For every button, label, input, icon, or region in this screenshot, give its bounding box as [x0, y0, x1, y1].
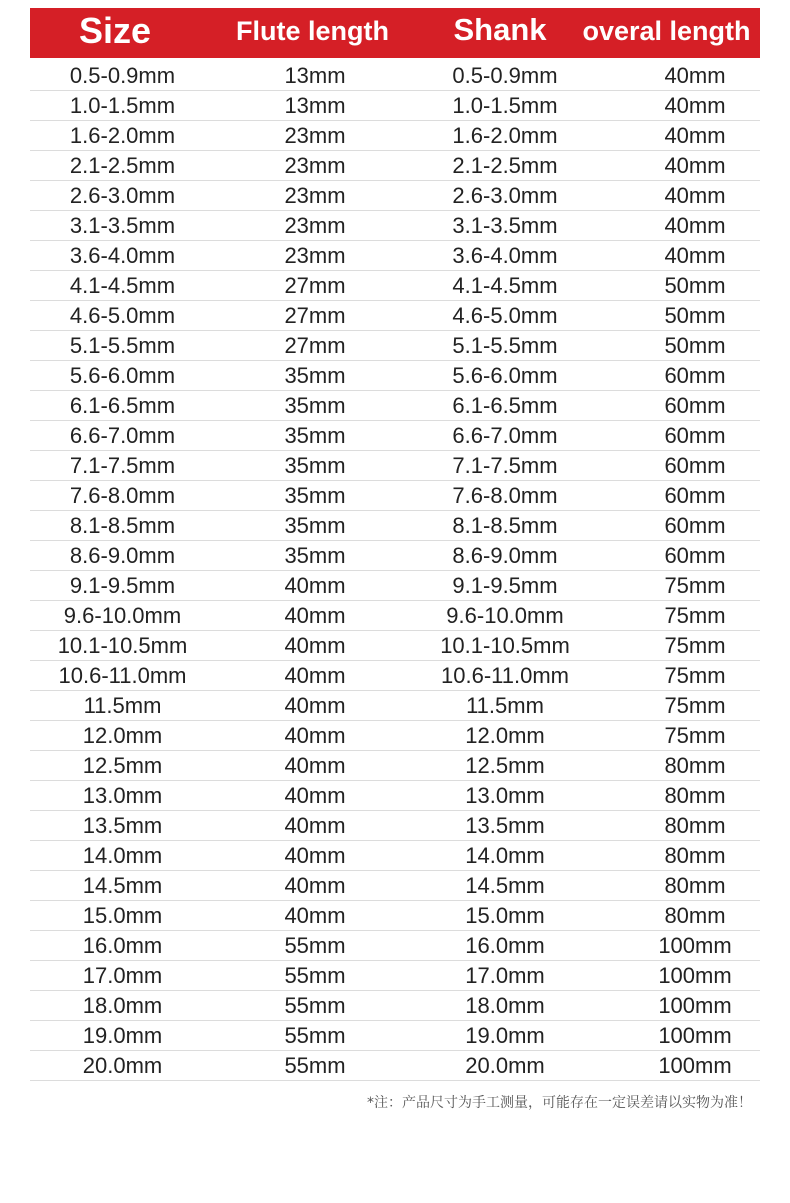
header-flute-length: Flute length	[236, 16, 389, 46]
cell-overall-length: 40mm	[664, 183, 726, 208]
cell-size: 13.0mm	[82, 783, 163, 808]
cell-overall-length: 75mm	[664, 723, 726, 748]
cell-flute-length: 55mm	[284, 1023, 346, 1048]
cell-flute-length: 27mm	[284, 303, 346, 328]
cell-size: 15.0mm	[82, 903, 163, 928]
table-row	[30, 601, 760, 631]
table-row	[30, 421, 760, 451]
cell-shank: 1.0-1.5mm	[452, 93, 558, 118]
cell-flute-length: 35mm	[284, 483, 346, 508]
table-row	[30, 61, 760, 91]
table-row	[30, 211, 760, 241]
cell-shank: 20.0mm	[465, 1053, 545, 1078]
cell-flute-length: 40mm	[284, 813, 346, 838]
cell-overall-length: 60mm	[664, 483, 726, 508]
table-row	[30, 301, 760, 331]
cell-size: 10.1-10.5mm	[57, 633, 188, 658]
cell-flute-length: 27mm	[284, 273, 346, 298]
cell-overall-length: 75mm	[664, 603, 726, 628]
cell-flute-length: 55mm	[284, 933, 346, 958]
cell-flute-length: 40mm	[284, 873, 346, 898]
table-row	[30, 751, 760, 781]
table-row	[30, 781, 760, 811]
cell-size: 14.0mm	[82, 843, 163, 868]
cell-shank: 7.6-8.0mm	[452, 483, 558, 508]
table-row	[30, 721, 760, 751]
table-row	[30, 811, 760, 841]
cell-size: 8.6-9.0mm	[69, 543, 176, 568]
cell-size: 7.6-8.0mm	[69, 483, 176, 508]
cell-size: 6.1-6.5mm	[69, 393, 176, 418]
cell-size: 12.0mm	[82, 723, 163, 748]
cell-size: 20.0mm	[82, 1053, 163, 1078]
cell-size: 3.1-3.5mm	[69, 213, 176, 238]
cell-overall-length: 50mm	[664, 273, 726, 298]
table-row	[30, 901, 760, 931]
cell-shank: 4.6-5.0mm	[452, 303, 558, 328]
cell-overall-length: 75mm	[664, 693, 726, 718]
table-row	[30, 181, 760, 211]
table-row	[30, 241, 760, 271]
table-row	[30, 871, 760, 901]
cell-shank: 11.5mm	[466, 693, 544, 718]
cell-flute-length: 40mm	[284, 603, 346, 628]
cell-shank: 12.0mm	[465, 723, 545, 748]
cell-overall-length: 100mm	[658, 933, 732, 958]
cell-shank: 19.0mm	[465, 1023, 545, 1048]
cell-overall-length: 100mm	[658, 1023, 732, 1048]
cell-size: 14.5mm	[82, 873, 163, 898]
cell-shank: 6.6-7.0mm	[452, 423, 558, 448]
header-overall-length: overal length	[582, 16, 751, 46]
cell-shank: 15.0mm	[465, 903, 545, 928]
cell-size: 1.6-2.0mm	[69, 123, 176, 148]
cell-flute-length: 23mm	[284, 123, 346, 148]
table-header	[30, 8, 760, 58]
cell-shank: 0.5-0.9mm	[452, 63, 558, 88]
cell-size: 3.6-4.0mm	[69, 243, 176, 268]
cell-overall-length: 50mm	[664, 333, 726, 358]
header-size: Size	[78, 10, 152, 51]
cell-overall-length: 80mm	[664, 753, 726, 778]
table-row	[30, 121, 760, 151]
table-row	[30, 961, 760, 991]
table-row	[30, 691, 760, 721]
table-row	[30, 271, 760, 301]
cell-size: 4.6-5.0mm	[69, 303, 176, 328]
cell-size: 10.6-11.0mm	[58, 663, 187, 688]
table-row	[30, 991, 760, 1021]
cell-size: 5.1-5.5mm	[69, 333, 176, 358]
cell-shank: 17.0mm	[465, 963, 545, 988]
cell-size: 8.1-8.5mm	[69, 513, 176, 538]
cell-shank: 18.0mm	[465, 993, 545, 1018]
table-row	[30, 481, 760, 511]
cell-shank: 4.1-4.5mm	[452, 273, 558, 298]
cell-shank: 5.1-5.5mm	[452, 333, 558, 358]
cell-shank: 9.6-10.0mm	[446, 603, 564, 628]
cell-shank: 9.1-9.5mm	[452, 573, 558, 598]
cell-shank: 6.1-6.5mm	[452, 393, 558, 418]
cell-shank: 14.0mm	[465, 843, 545, 868]
cell-flute-length: 40mm	[284, 753, 346, 778]
cell-flute-length: 23mm	[284, 183, 346, 208]
cell-flute-length: 35mm	[284, 543, 346, 568]
cell-shank: 8.1-8.5mm	[452, 513, 558, 538]
cell-flute-length: 40mm	[284, 723, 346, 748]
table-row	[30, 571, 760, 601]
table-row	[30, 511, 760, 541]
table-row	[30, 841, 760, 871]
cell-overall-length: 80mm	[664, 903, 726, 928]
table-row	[30, 391, 760, 421]
cell-shank: 3.6-4.0mm	[452, 243, 558, 268]
cell-overall-length: 60mm	[664, 423, 726, 448]
table-row	[30, 1021, 760, 1051]
cell-overall-length: 75mm	[664, 633, 726, 658]
cell-overall-length: 80mm	[664, 843, 726, 868]
table-row	[30, 331, 760, 361]
cell-shank: 3.1-3.5mm	[452, 213, 558, 238]
cell-flute-length: 35mm	[284, 393, 346, 418]
cell-size: 9.6-10.0mm	[63, 603, 182, 628]
cell-flute-length: 23mm	[284, 213, 346, 238]
measurement-note: *注：产品尺寸为手工测量，可能存在一定误差请以实物为准！	[367, 1095, 752, 1111]
cell-overall-length: 100mm	[658, 963, 732, 988]
cell-overall-length: 60mm	[664, 393, 726, 418]
cell-size: 17.0mm	[82, 963, 163, 988]
cell-flute-length: 40mm	[284, 693, 346, 718]
cell-shank: 10.1-10.5mm	[440, 633, 570, 658]
cell-shank: 1.6-2.0mm	[452, 123, 558, 148]
table-row	[30, 91, 760, 121]
cell-size: 7.1-7.5mm	[69, 453, 176, 478]
cell-overall-length: 40mm	[664, 153, 726, 178]
cell-size: 1.0-1.5mm	[69, 93, 176, 118]
cell-flute-length: 35mm	[284, 513, 346, 538]
cell-overall-length: 40mm	[664, 243, 726, 268]
cell-overall-length: 40mm	[664, 123, 726, 148]
cell-flute-length: 35mm	[284, 363, 346, 388]
size-table-body	[30, 61, 760, 1081]
cell-size: 11.5mm	[83, 693, 162, 718]
cell-shank: 10.6-11.0mm	[441, 663, 569, 688]
cell-shank: 7.1-7.5mm	[452, 453, 558, 478]
cell-size: 5.6-6.0mm	[69, 363, 176, 388]
cell-size: 16.0mm	[82, 933, 163, 958]
cell-flute-length: 27mm	[284, 333, 346, 358]
table-row	[30, 661, 760, 691]
cell-overall-length: 60mm	[664, 453, 726, 478]
cell-shank: 14.5mm	[465, 873, 545, 898]
cell-size: 19.0mm	[82, 1023, 163, 1048]
cell-overall-length: 50mm	[664, 303, 726, 328]
table-row	[30, 451, 760, 481]
cell-shank: 16.0mm	[465, 933, 545, 958]
header-shank: Shank	[453, 12, 547, 47]
cell-shank: 8.6-9.0mm	[452, 543, 558, 568]
cell-flute-length: 23mm	[284, 153, 346, 178]
cell-overall-length: 60mm	[664, 363, 726, 388]
cell-flute-length: 40mm	[284, 633, 346, 658]
table-row	[30, 151, 760, 181]
table-row	[30, 631, 760, 661]
cell-shank: 12.5mm	[465, 753, 545, 778]
cell-overall-length: 40mm	[664, 213, 726, 238]
cell-overall-length: 75mm	[664, 573, 726, 598]
cell-flute-length: 35mm	[284, 453, 346, 478]
cell-size: 4.1-4.5mm	[69, 273, 176, 298]
cell-size: 18.0mm	[82, 993, 163, 1018]
cell-size: 12.5mm	[82, 753, 163, 778]
cell-flute-length: 23mm	[284, 243, 346, 268]
cell-flute-length: 35mm	[284, 423, 346, 448]
cell-flute-length: 55mm	[284, 1053, 346, 1078]
cell-size: 2.1-2.5mm	[69, 153, 176, 178]
table-row	[30, 1051, 760, 1081]
cell-flute-length: 55mm	[284, 993, 346, 1018]
cell-shank: 2.6-3.0mm	[452, 183, 558, 208]
cell-overall-length: 80mm	[664, 873, 726, 898]
cell-shank: 13.5mm	[465, 813, 545, 838]
cell-overall-length: 40mm	[664, 93, 726, 118]
cell-overall-length: 100mm	[658, 1053, 732, 1078]
cell-overall-length: 80mm	[664, 813, 726, 838]
cell-size: 0.5-0.9mm	[69, 63, 176, 88]
table-row	[30, 361, 760, 391]
cell-flute-length: 55mm	[284, 963, 346, 988]
cell-flute-length: 40mm	[284, 903, 346, 928]
cell-size: 13.5mm	[82, 813, 163, 838]
cell-overall-length: 80mm	[664, 783, 726, 808]
cell-overall-length: 100mm	[658, 993, 732, 1018]
cell-flute-length: 40mm	[284, 783, 346, 808]
cell-flute-length: 13mm	[284, 93, 346, 118]
cell-flute-length: 40mm	[284, 843, 346, 868]
cell-overall-length: 60mm	[664, 513, 726, 538]
cell-overall-length: 40mm	[664, 63, 726, 88]
cell-shank: 5.6-6.0mm	[452, 363, 558, 388]
cell-shank: 13.0mm	[465, 783, 545, 808]
cell-shank: 2.1-2.5mm	[452, 153, 558, 178]
cell-size: 9.1-9.5mm	[69, 573, 176, 598]
cell-flute-length: 40mm	[284, 573, 346, 598]
table-row	[30, 541, 760, 571]
cell-flute-length: 13mm	[284, 63, 346, 88]
cell-size: 6.6-7.0mm	[69, 423, 176, 448]
cell-overall-length: 60mm	[664, 543, 726, 568]
cell-flute-length: 40mm	[284, 663, 346, 688]
cell-size: 2.6-3.0mm	[69, 183, 176, 208]
cell-overall-length: 75mm	[664, 663, 726, 688]
table-row	[30, 931, 760, 961]
